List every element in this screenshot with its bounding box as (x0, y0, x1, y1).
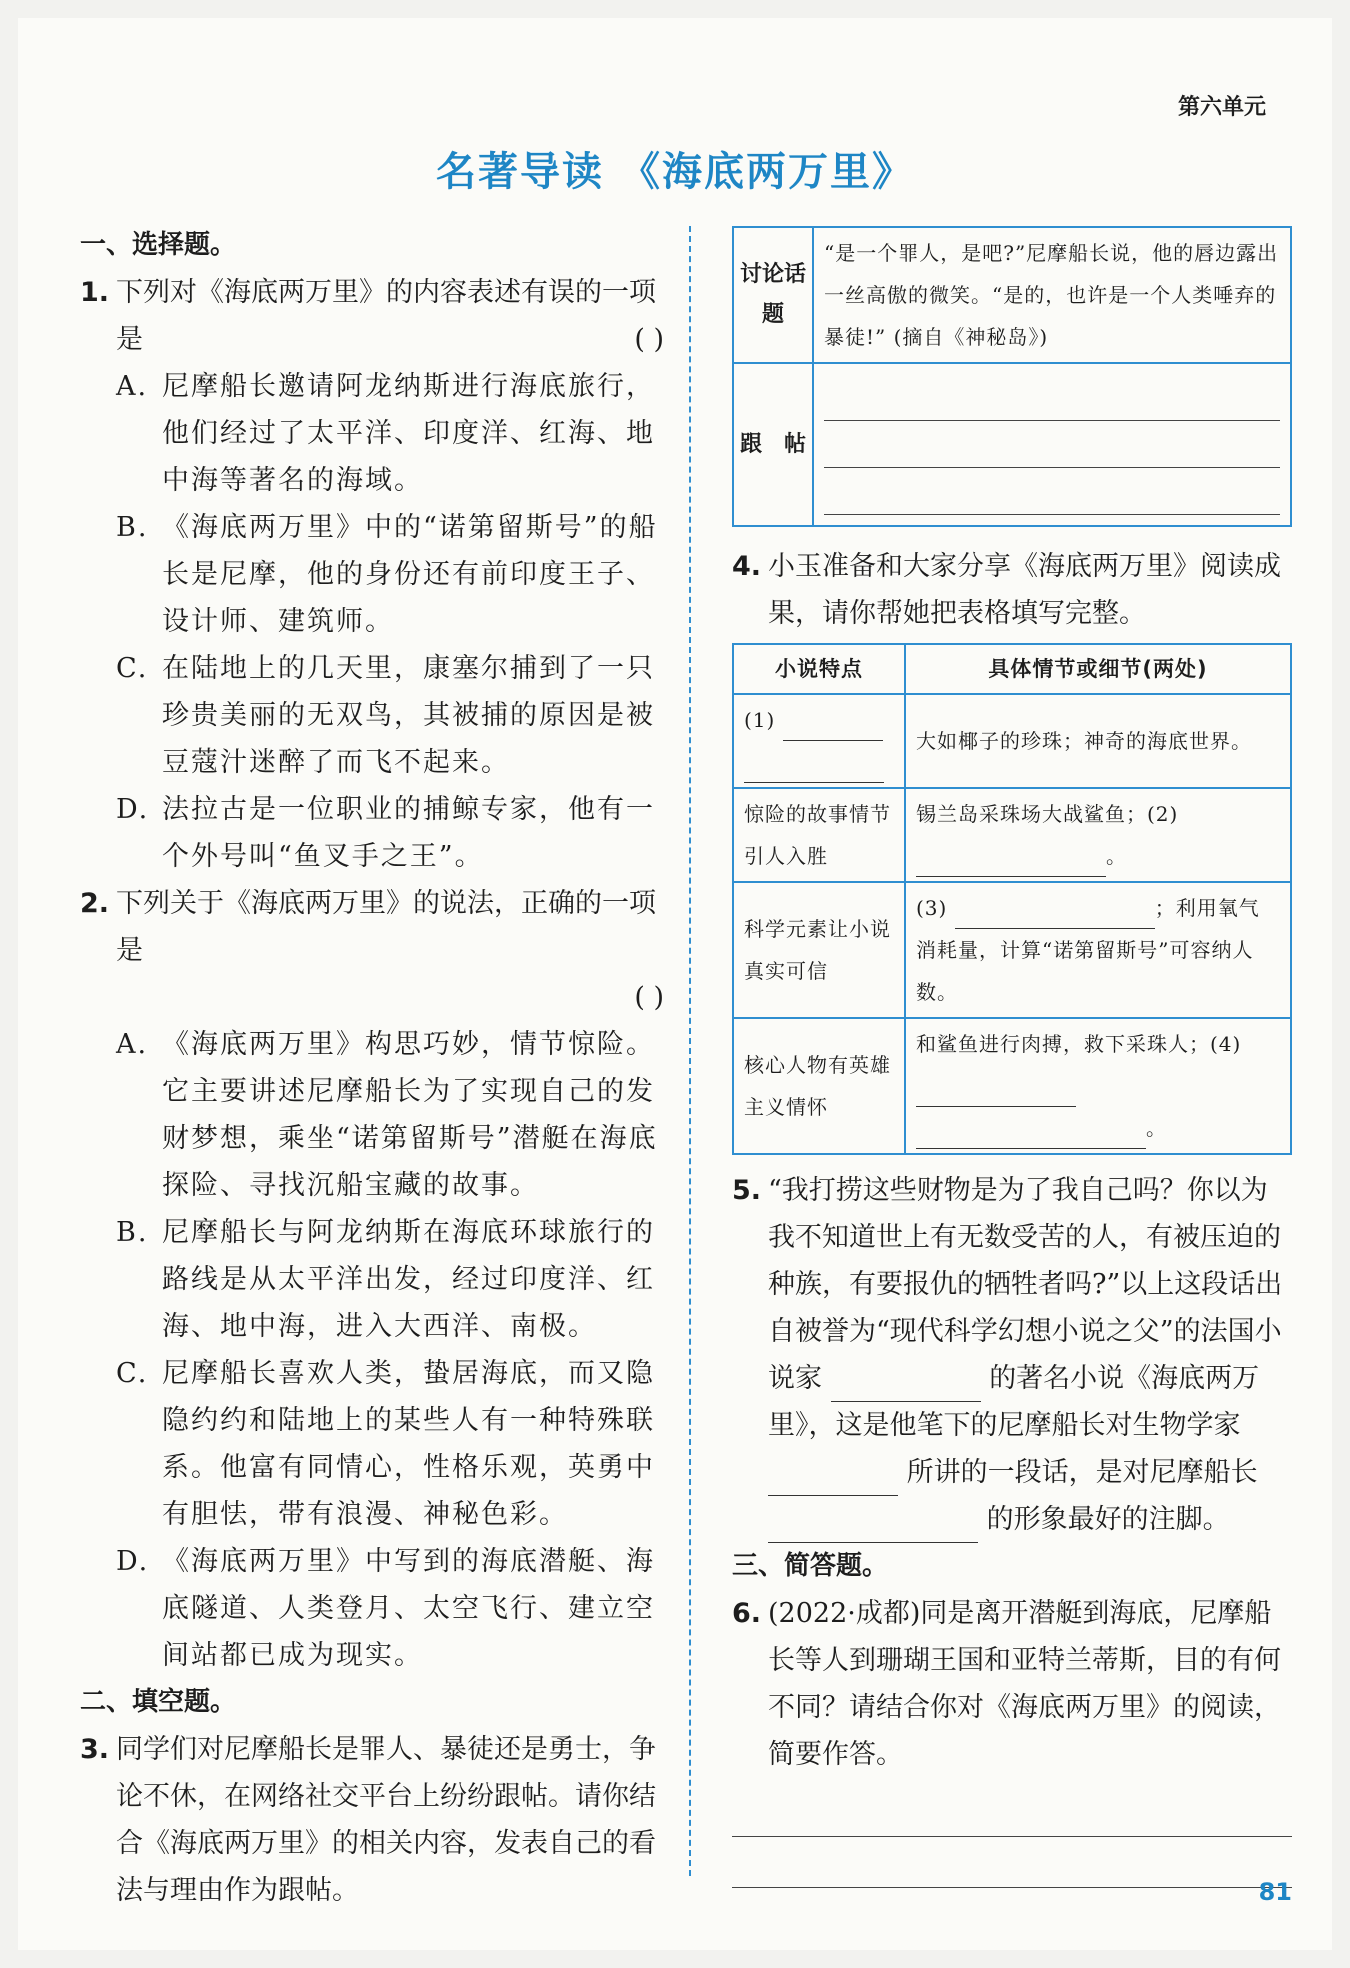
header-feature: 小说特点 (733, 644, 905, 694)
question-text: 的著名小说《海底两万里》，这是他笔下的尼摩船长对生物学家 (768, 1363, 1260, 1441)
question-number: 4. (732, 551, 762, 582)
answer-parentheses[interactable]: ( ) (634, 982, 664, 1013)
option-1a[interactable] (80, 363, 670, 504)
table-row (733, 694, 1291, 788)
question-text: (2022·成都)同是离开潜艇到海底，尼摩船长等人到珊瑚王国和亚特兰蒂斯，目的有何不同？请结合你对《海底两万里》的阅读，简要作答。 (768, 1598, 1281, 1770)
answer-blank-3[interactable] (955, 898, 1155, 929)
answer-blank-4-cont[interactable] (916, 1118, 1146, 1149)
option-1b[interactable] (80, 504, 670, 645)
question-number: 5. (732, 1175, 762, 1206)
detail-text: (3) (916, 896, 948, 920)
column-divider (689, 226, 691, 1876)
page-number: 81 (1258, 1878, 1292, 1906)
table-row (733, 1018, 1291, 1154)
option-label: C. (116, 1358, 149, 1389)
detail-cell (905, 882, 1291, 1018)
table-row (733, 882, 1291, 1018)
option-label: D. (116, 1546, 150, 1577)
option-text: 《海底两万里》中的“诺第留斯号”的船长是尼摩，他的身份还有前印度王子、设计师、建筑师。 (162, 512, 658, 637)
question-number: 2. (80, 888, 110, 919)
option-text: 尼摩船长与阿龙纳斯在海底环球旅行的路线是从太平洋出发，经过印度洋、红海、地中海，进入大西洋、南极。 (162, 1217, 655, 1342)
option-1d[interactable] (80, 786, 670, 880)
detail-cell (905, 788, 1291, 882)
answer-blank-1[interactable] (783, 710, 883, 741)
option-label: B. (116, 1217, 149, 1248)
option-2a[interactable] (80, 1021, 670, 1209)
section-heading-choice: 一、选择题。 (80, 230, 237, 260)
detail-text: ；利用氧气消耗量，计算“诺第留斯号”可容纳人数。 (916, 896, 1260, 1004)
page-title: 名著导读 《海底两万里》 (436, 149, 914, 195)
header-detail: 具体情节或细节(两处) (905, 644, 1291, 694)
option-text: 《海底两万里》中写到的海底潜艇、海底隧道、人类登月、太空飞行、建立空间站都已成为现实。 (162, 1546, 655, 1671)
option-label: D. (116, 794, 150, 825)
question-4 (732, 543, 1292, 637)
table-row (733, 788, 1291, 882)
option-label: A. (116, 371, 149, 402)
question-1 (80, 269, 670, 363)
detail-end: 。 (1146, 1116, 1167, 1140)
topic-label: 讨论话题 (733, 227, 813, 363)
answer-line[interactable] (824, 468, 1280, 515)
topic-quote: “是一个罪人，是吧?”尼摩船长说，他的唇边露出一丝高傲的微笑。“是的，也许是一个人类唾弃的暴徒!” (摘自《神秘岛》) (813, 227, 1291, 363)
question-text: “我打捞这些财物是为了我自己吗？你以为我不知道世上有无数受苦的人，有被压迫的种族，有要报仇的牺牲者吗?”以上这段话出自被誉为“现代科学幻想小说之父”的法国小说家 (768, 1175, 1283, 1394)
question-text: 同学们对尼摩船长是罪人、暴徒还是勇士，争论不休，在网络社交平台上纷纷跟帖。请你结合《海底两万里》的相关内容，发表自己的看法与理由作为跟帖。 (116, 1734, 656, 1906)
reply-answer-area[interactable] (813, 363, 1291, 526)
feature-cell: 核心人物有英雄主义情怀 (733, 1018, 905, 1154)
answer-blank-4[interactable] (916, 1076, 1076, 1107)
answer-blank-2[interactable] (916, 846, 1106, 877)
feature-cell: 科学元素让小说真实可信 (733, 882, 905, 1018)
question-number: 1. (80, 277, 110, 308)
option-label: A. (116, 1029, 149, 1060)
question-text: 的形象最好的注脚。 (986, 1504, 1230, 1535)
answer-parentheses[interactable]: ( ) (634, 324, 664, 355)
detail-text: 和鲨鱼进行肉搏，救下采珠人；(4) (916, 1032, 1242, 1056)
answer-area[interactable] (732, 1786, 1292, 1888)
option-1c[interactable] (80, 645, 670, 786)
unit-label: 第六单元 (1177, 95, 1266, 120)
section-heading-short: 三、简答题。 (732, 1551, 889, 1581)
option-2b[interactable] (80, 1209, 670, 1350)
option-2d[interactable] (80, 1538, 670, 1679)
right-column (732, 222, 1292, 1888)
feature-cell (733, 694, 905, 788)
blank-label: (1) (744, 708, 776, 732)
option-text: 在陆地上的几天里，康塞尔捕到了一只珍贵美丽的无双鸟，其被捕的原因是被豆蔻汁迷醉了而飞不起来。 (162, 653, 655, 778)
option-label: B. (116, 512, 149, 543)
question-text: 所讲的一段话，是对尼摩船长 (906, 1457, 1258, 1488)
detail-text: 锡兰岛采珠场大战鲨鱼；(2) (916, 802, 1179, 826)
question-stem: 下列对《海底两万里》的内容表述有误的一项是 (116, 277, 656, 355)
question-5 (732, 1167, 1292, 1543)
feature-cell: 惊险的故事情节引人入胜 (733, 788, 905, 882)
discussion-table (732, 226, 1292, 527)
question-stem: 下列关于《海底两万里》的说法，正确的一项是 (116, 888, 656, 966)
detail-end: 。 (1106, 844, 1127, 868)
answer-line[interactable] (732, 1837, 1292, 1888)
detail-cell: 大如椰子的珍珠；神奇的海底世界。 (905, 694, 1291, 788)
answer-blank-1-cont[interactable] (744, 752, 884, 783)
option-text: 《海底两万里》构思巧妙，情节惊险。它主要讲述尼摩船长为了实现自己的发财梦想，乘坐“诺第留斯号”潜艇在海底探险、寻找沉船宝藏的故事。 (162, 1029, 658, 1201)
reply-label: 跟 帖 (733, 363, 813, 526)
workbook-page (18, 18, 1332, 1950)
question-3 (80, 1726, 670, 1914)
question-2 (80, 880, 670, 1021)
question-number: 6. (732, 1598, 762, 1629)
option-text: 尼摩船长邀请阿龙纳斯进行海底旅行，他们经过了太平洋、印度洋、红海、地中海等著名的海域。 (162, 371, 655, 496)
option-text: 尼摩船长喜欢人类，蛰居海底，而又隐隐约约和陆地上的某些人有一种特殊联系。他富有同情心，性格乐观，英勇中有胆怯，带有浪漫、神秘色彩。 (162, 1358, 655, 1530)
left-column (80, 222, 670, 1914)
option-2c[interactable] (80, 1350, 670, 1538)
option-text: 法拉古是一位职业的捕鲸专家，他有一个外号叫“鱼叉手之王”。 (162, 794, 655, 872)
answer-line[interactable] (824, 374, 1280, 421)
answer-blank-author[interactable] (831, 1371, 981, 1402)
question-text: 小玉准备和大家分享《海底两万里》阅读成果，请你帮她把表格填写完整。 (768, 551, 1281, 629)
reading-table (732, 643, 1292, 1155)
answer-blank-image[interactable] (768, 1512, 978, 1543)
question-number: 3. (80, 1734, 110, 1765)
answer-line[interactable] (732, 1786, 1292, 1837)
question-6 (732, 1590, 1292, 1778)
section-heading-fill: 二、填空题。 (80, 1687, 237, 1717)
detail-cell (905, 1018, 1291, 1154)
answer-blank-biologist[interactable] (768, 1465, 898, 1496)
option-label: C. (116, 653, 149, 684)
answer-line[interactable] (824, 421, 1280, 468)
